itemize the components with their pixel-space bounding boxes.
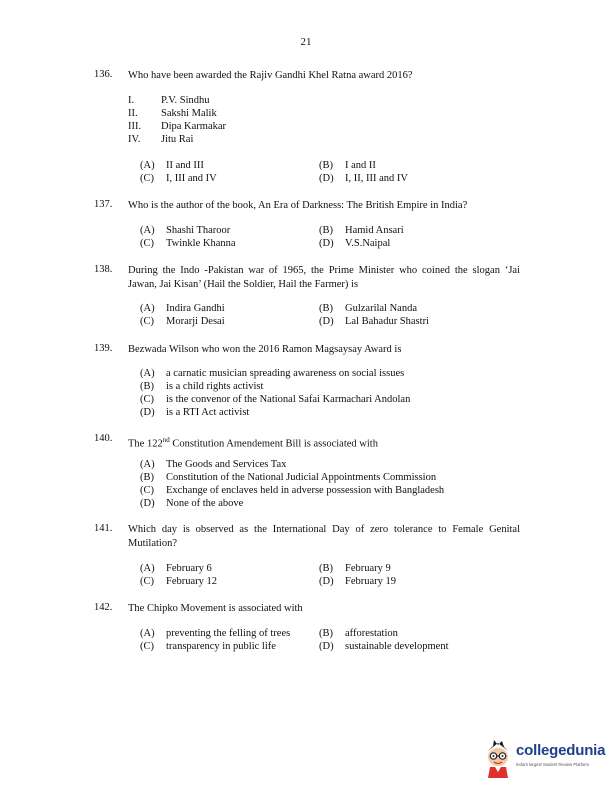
mascot-icon — [482, 739, 514, 779]
option-a: (A) a carnatic musician spreading awareness on social issues — [140, 368, 405, 379]
option-b: (B) I and II — [319, 160, 376, 171]
option-b: (B) Gulzarilal Nanda — [319, 303, 418, 314]
option-d: (D) is a RTI Act activist — [140, 407, 250, 418]
option-d: (D) None of the above — [140, 498, 244, 509]
brand-tagline: India's largest Student Review Platform — [516, 762, 589, 767]
question-text: The Chipko Movement is associated with — [128, 603, 303, 614]
option-c: (C) is the convenor of the National Safai Karmachari Andolan — [140, 394, 411, 405]
option-d: (D) Lal Bahadur Shastri — [319, 316, 429, 327]
question-number: 141. — [94, 523, 113, 534]
statement: II. Sakshi Malik — [128, 108, 217, 119]
question-number: 142. — [94, 602, 113, 613]
question-text: Bezwada Wilson who won the 2016 Ramon Magsaysay Award is — [128, 344, 402, 355]
question-number: 140. — [94, 433, 113, 444]
option-d: (D) I, II, III and IV — [319, 173, 408, 184]
option-b: (B) is a child rights activist — [140, 381, 264, 392]
option-a: (A) II and III — [140, 160, 204, 171]
option-b: (B) February 9 — [319, 563, 391, 574]
question-text: Who have been awarded the Rajiv Gandhi Khel Ratna award 2016? — [128, 70, 413, 81]
option-c: (C) Exchange of enclaves held in adverse possession with Bangladesh — [140, 485, 445, 496]
option-a: (A) The Goods and Services Tax — [140, 459, 287, 470]
question-text: The 122nd Constitution Amendement Bill is associated with — [128, 436, 378, 450]
option-b: (B) Constitution of the National Judicial Appointments Commission — [140, 472, 437, 483]
option-c: (C) I, III and IV — [140, 173, 217, 184]
option-a: (A) preventing the felling of trees — [140, 628, 291, 639]
option-b: (B) Hamid Ansari — [319, 225, 404, 236]
statement: IV. Jitu Rai — [128, 134, 194, 145]
question-number: 137. — [94, 199, 113, 210]
statement: I. P.V. Sindhu — [128, 95, 210, 106]
option-a: (A) Indira Gandhi — [140, 303, 225, 314]
brand-name: collegedunia — [516, 742, 606, 759]
option-a: (A) February 6 — [140, 563, 212, 574]
option-d: (D) V.S.Naipal — [319, 238, 391, 249]
option-c: (C) transparency in public life — [140, 641, 276, 652]
statement: III. Dipa Karmakar — [128, 121, 227, 132]
option-d: (D) sustainable development — [319, 641, 449, 652]
question-number: 139. — [94, 343, 113, 354]
option-c: (C) Twinkle Khanna — [140, 238, 236, 249]
option-c: (C) Morarji Desai — [140, 316, 225, 327]
option-a: (A) Shashi Tharoor — [140, 225, 231, 236]
question-text: Who is the author of the book, An Era of Darkness: The British Empire in India? — [128, 200, 468, 211]
question-number: 136. — [94, 69, 113, 80]
option-d: (D) February 19 — [319, 576, 397, 587]
question-number: 138. — [94, 264, 113, 275]
question-text: Which day is observed as the International Day of zero tolerance to Female Genital Mutilation? — [128, 524, 520, 549]
page-number: 21 — [300, 36, 312, 48]
option-c: (C) February 12 — [140, 576, 218, 587]
option-b: (B) afforestation — [319, 628, 398, 639]
question-text: During the Indo -Pakistan war of 1965, the Prime Minister who coined the slogan ‘Jai Jawan, Jai Kisan’ (Hail the Soldier, Hail the Farmer) is — [128, 265, 520, 290]
